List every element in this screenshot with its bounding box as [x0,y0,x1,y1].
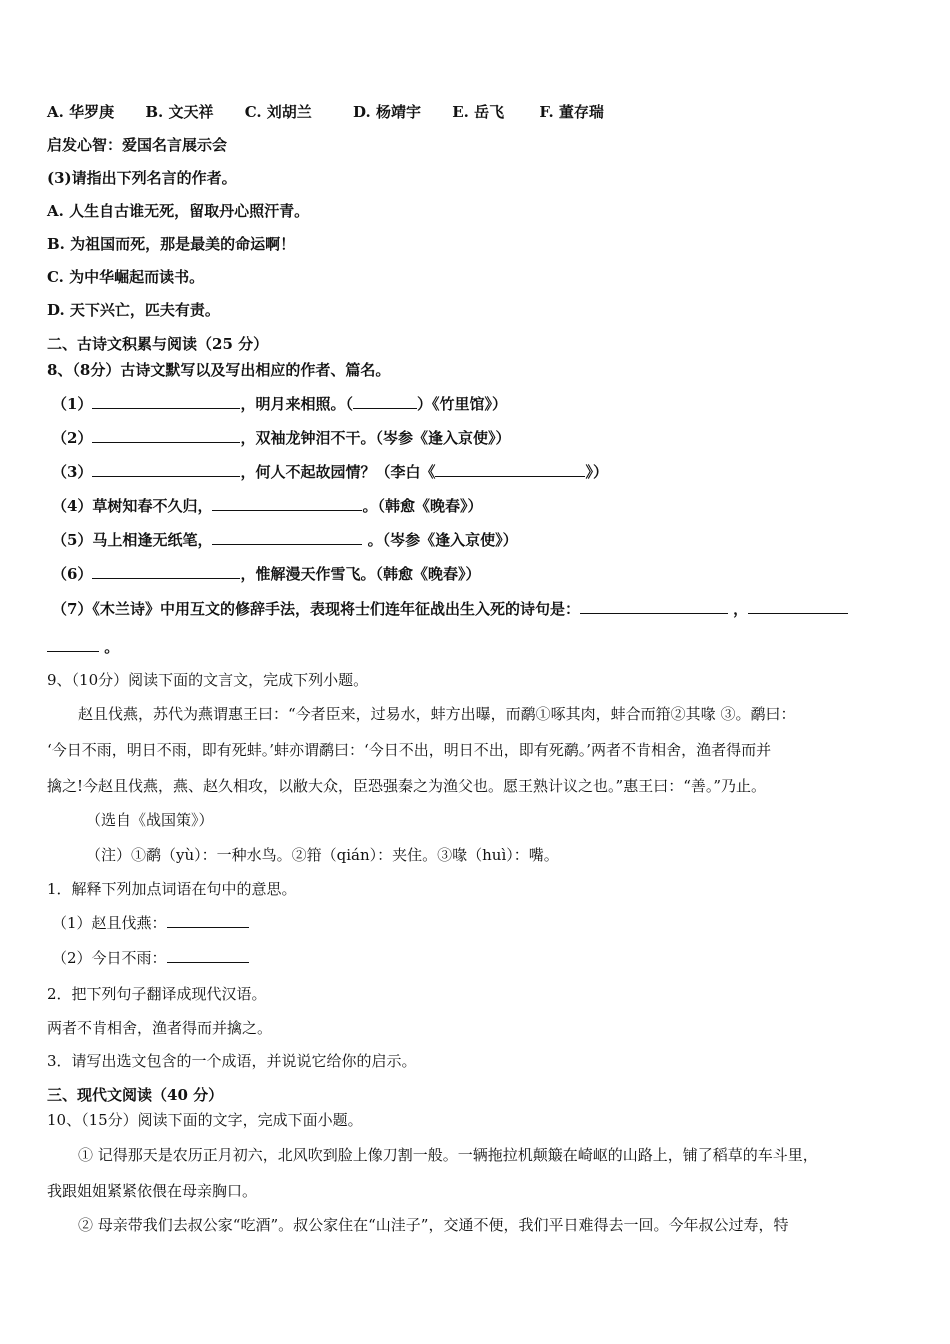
q8-item-7: （7）《木兰诗》中用互文的修辞手法，表现将士们连年征战出生入死的诗句是： ， [52,598,910,619]
q9-sub2: 2．把下列句子翻译成现代汉语。 [47,985,267,1003]
q9-passage-line-3: 擒之!今赵且伐燕，燕、赵久相攻，以敝大众，臣恐强秦之为渔父也。愿王熟计议之也。”惠王曰：“善。”乃止。 [47,777,767,795]
q9-passage-line-2: ‘今日不雨，明日不雨，即有死蚌。’蚌亦谓鹬曰：‘今日不出，明日不出，即有死鹬。’两者不肯相舍，渔者得而并 [47,741,772,759]
answer-blank[interactable] [92,461,240,477]
answer-blank[interactable] [92,427,240,443]
answer-blank[interactable] [212,529,362,545]
answer-blank[interactable] [92,393,240,409]
q9-sub1-1: （1）赵且伐燕： [52,912,910,933]
q8-stem: 8、（8分）古诗文默写以及写出相应的作者、篇名。 [47,361,391,379]
answer-blank[interactable] [47,636,99,652]
section2-title: 二、古诗文积累与阅读（25 分） [47,335,269,353]
answer-blank[interactable] [580,598,728,614]
quote-b: B. 为祖国而死，那是最美的命运啊！ [47,235,296,253]
option-d: D. 杨靖宇 [353,103,421,121]
q10-passage-line-2: 我跟姐姐紧紧依偎在母亲胸口。 [47,1182,258,1200]
option-a: A. 华罗庚 [47,103,115,121]
section3-title: 三、现代文阅读（40 分） [47,1086,224,1104]
answer-blank[interactable] [435,461,585,477]
q9-sub1: 1．解释下列加点词语在句中的意思。 [47,880,297,898]
q7-3-prompt: (3)请指出下列名言的作者。 [47,169,237,187]
q9-passage-line-1: 赵且伐燕，苏代为燕谓惠王曰：“今者臣来，过易水，蚌方出曝，而鹬①啄其肉，蚌合而箝②其喙 ③。鹬曰： [78,705,796,723]
q10-stem: 10、（15分）阅读下面的文字，完成下面小题。 [47,1111,363,1129]
sub-heading: 启发心智：爱国名言展示会 [47,136,228,154]
q9-note: （注）①鹬（yù）：一种水鸟。②箝（qián）：夹住。③喙（huì）：嘴。 [86,846,559,864]
answer-blank[interactable] [748,598,848,614]
q9-sub3: 3．请写出选文包含的一个成语，并说说它给你的启示。 [47,1052,417,1070]
option-f: F. 董存瑞 [539,103,604,121]
option-b: B. 文天祥 [145,103,214,121]
q9-source: （选自《战国策》） [86,811,214,829]
q9-sub1-2: （2）今日不雨： [52,947,910,968]
answer-blank[interactable] [167,912,249,928]
answer-blank[interactable] [212,495,362,511]
q8-item-5: （5）马上相逢无纸笔， 。（岑参《逢入京使》） [52,531,518,549]
q8-item-3: （3） ，何人不起故园情？（李白《 》） [52,463,608,481]
option-c: C. 刘胡兰 [244,103,312,121]
q8-item-7-cont: 。 [47,636,910,657]
answer-blank[interactable] [92,563,240,579]
q8-item-4: （4）草树知春不久归， 。（韩愈《晚春》） [52,497,483,515]
q8-item-1: （1） ，明月来相照。（ ）《竹里馆》） [52,395,507,413]
q10-passage-line-3: ② 母亲带我们去叔公家“吃酒”。叔公家住在“山洼子”，交通不便，我们平日难得去一回。今年叔公过寿，特 [78,1216,789,1234]
q10-passage-line-1: ① 记得那天是农历正月初六，北风吹到脸上像刀割一般。一辆拖拉机颠簸在崎岖的山路上，铺了稻草的车斗里， [78,1146,818,1164]
q8-item-2: （2） ，双袖龙钟泪不干。（岑参《逢入京使》） [52,429,511,447]
quote-c: C. 为中华崛起而读书。 [47,268,205,286]
q7-options [47,102,910,122]
quote-d: D. 天下兴亡，匹夫有责。 [47,301,220,319]
answer-blank[interactable] [167,947,249,963]
q8-item-6: （6） ，惟解漫天作雪飞。（韩愈《晚春》） [52,565,481,583]
q9-sub2-sentence: 两者不肯相舍，渔者得而并擒之。 [47,1019,273,1037]
option-e: E. 岳飞 [452,103,505,121]
answer-blank[interactable] [353,393,417,409]
q9-stem: 9、（10分）阅读下面的文言文，完成下列小题。 [47,671,369,689]
quote-a: A. 人生自古谁无死，留取丹心照汗青。 [47,202,310,220]
